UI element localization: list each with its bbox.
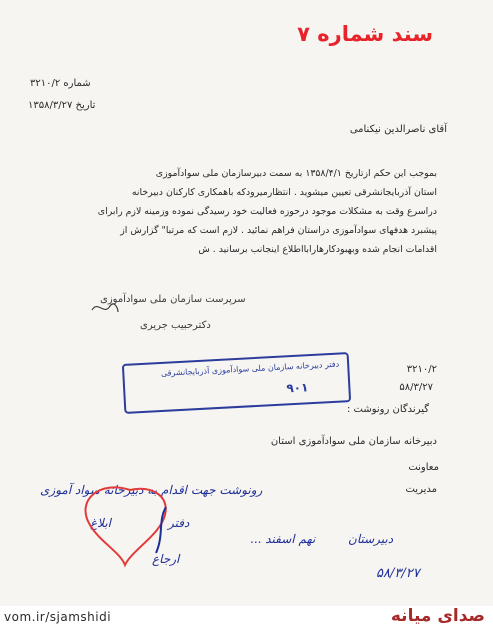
cc-recipient: مدیریت [405, 484, 437, 495]
handwritten-note: ابلاغ [90, 516, 111, 530]
cc-title: گیرندگان رونوشت : [346, 404, 429, 415]
signature-scribble [90, 298, 120, 318]
body-line: بموجب این حکم ازتاریخ ۱۳۵۸/۴/۱ به سمت دبیرسازمان ملی سوادآموزی [155, 168, 437, 179]
handwritten-note: رونوشت جهت اقدام به دبیرخانه سواد آموزی [40, 483, 263, 497]
signature-organization: سرپرست سازمان ملی سوادآموزی [100, 294, 246, 305]
registry-stamp [122, 352, 351, 414]
footer-logo: صدای میانه [390, 606, 485, 626]
body-line: استان آذربایجانشرقی تعیین میشوید . انتظارمیرودکه باهمکاری کارکنان دبیرخانه [131, 187, 437, 198]
reference-number: شماره ۳۲۱۰/۲ [30, 78, 91, 89]
handwritten-date: ۵۸/۳/۲۷ [376, 566, 420, 581]
handwritten-note: نهم اسفند ... [250, 532, 316, 546]
cc-number: ۳۲۱۰/۲ [406, 364, 437, 375]
document-title: سند شماره ۷ [297, 22, 433, 46]
cc-recipient: دبیرخانه سازمان ملی سوادآموزی استان [270, 436, 437, 447]
body-line: پیشبرد هدفهای سوادآموزی دراستان فراهم نمائید . لازم است که مرتبا" گزارش از [120, 225, 437, 236]
blue-pen-stroke [148, 505, 176, 555]
signature-name: دکترحبیب جریری [140, 320, 211, 331]
handwritten-note: ارجاع [152, 552, 180, 566]
handwritten-note: دبیرستان [348, 532, 394, 546]
stamp-text: دفتر دبیرخانه سازمان ملی سوادآموزی آذربایجانشرقی [160, 359, 340, 378]
body-line: دراسرع وقت به مشکلات موجود درحوزه فعالیت خود رسیدگی نموده وزمینه لازم رابرای [97, 206, 437, 217]
stamp-number: ۹۰۱ [286, 380, 309, 396]
addressee: آقای ناصرالدین نیکنامی [349, 124, 447, 135]
body-line: اقدامات انجام شده وبهبودکارهارابااطلاع اینجانب برسانید . ش [198, 244, 437, 255]
reference-date: تاریخ ۱۳۵۸/۳/۲۷ [28, 100, 96, 111]
handwritten-note: دفتر [168, 516, 190, 530]
footer-url[interactable]: vom.ir/sjamshidi [4, 610, 112, 624]
cc-date: ۵۸/۳/۲۷ [399, 382, 433, 393]
cc-recipient: معاونت [408, 462, 439, 473]
